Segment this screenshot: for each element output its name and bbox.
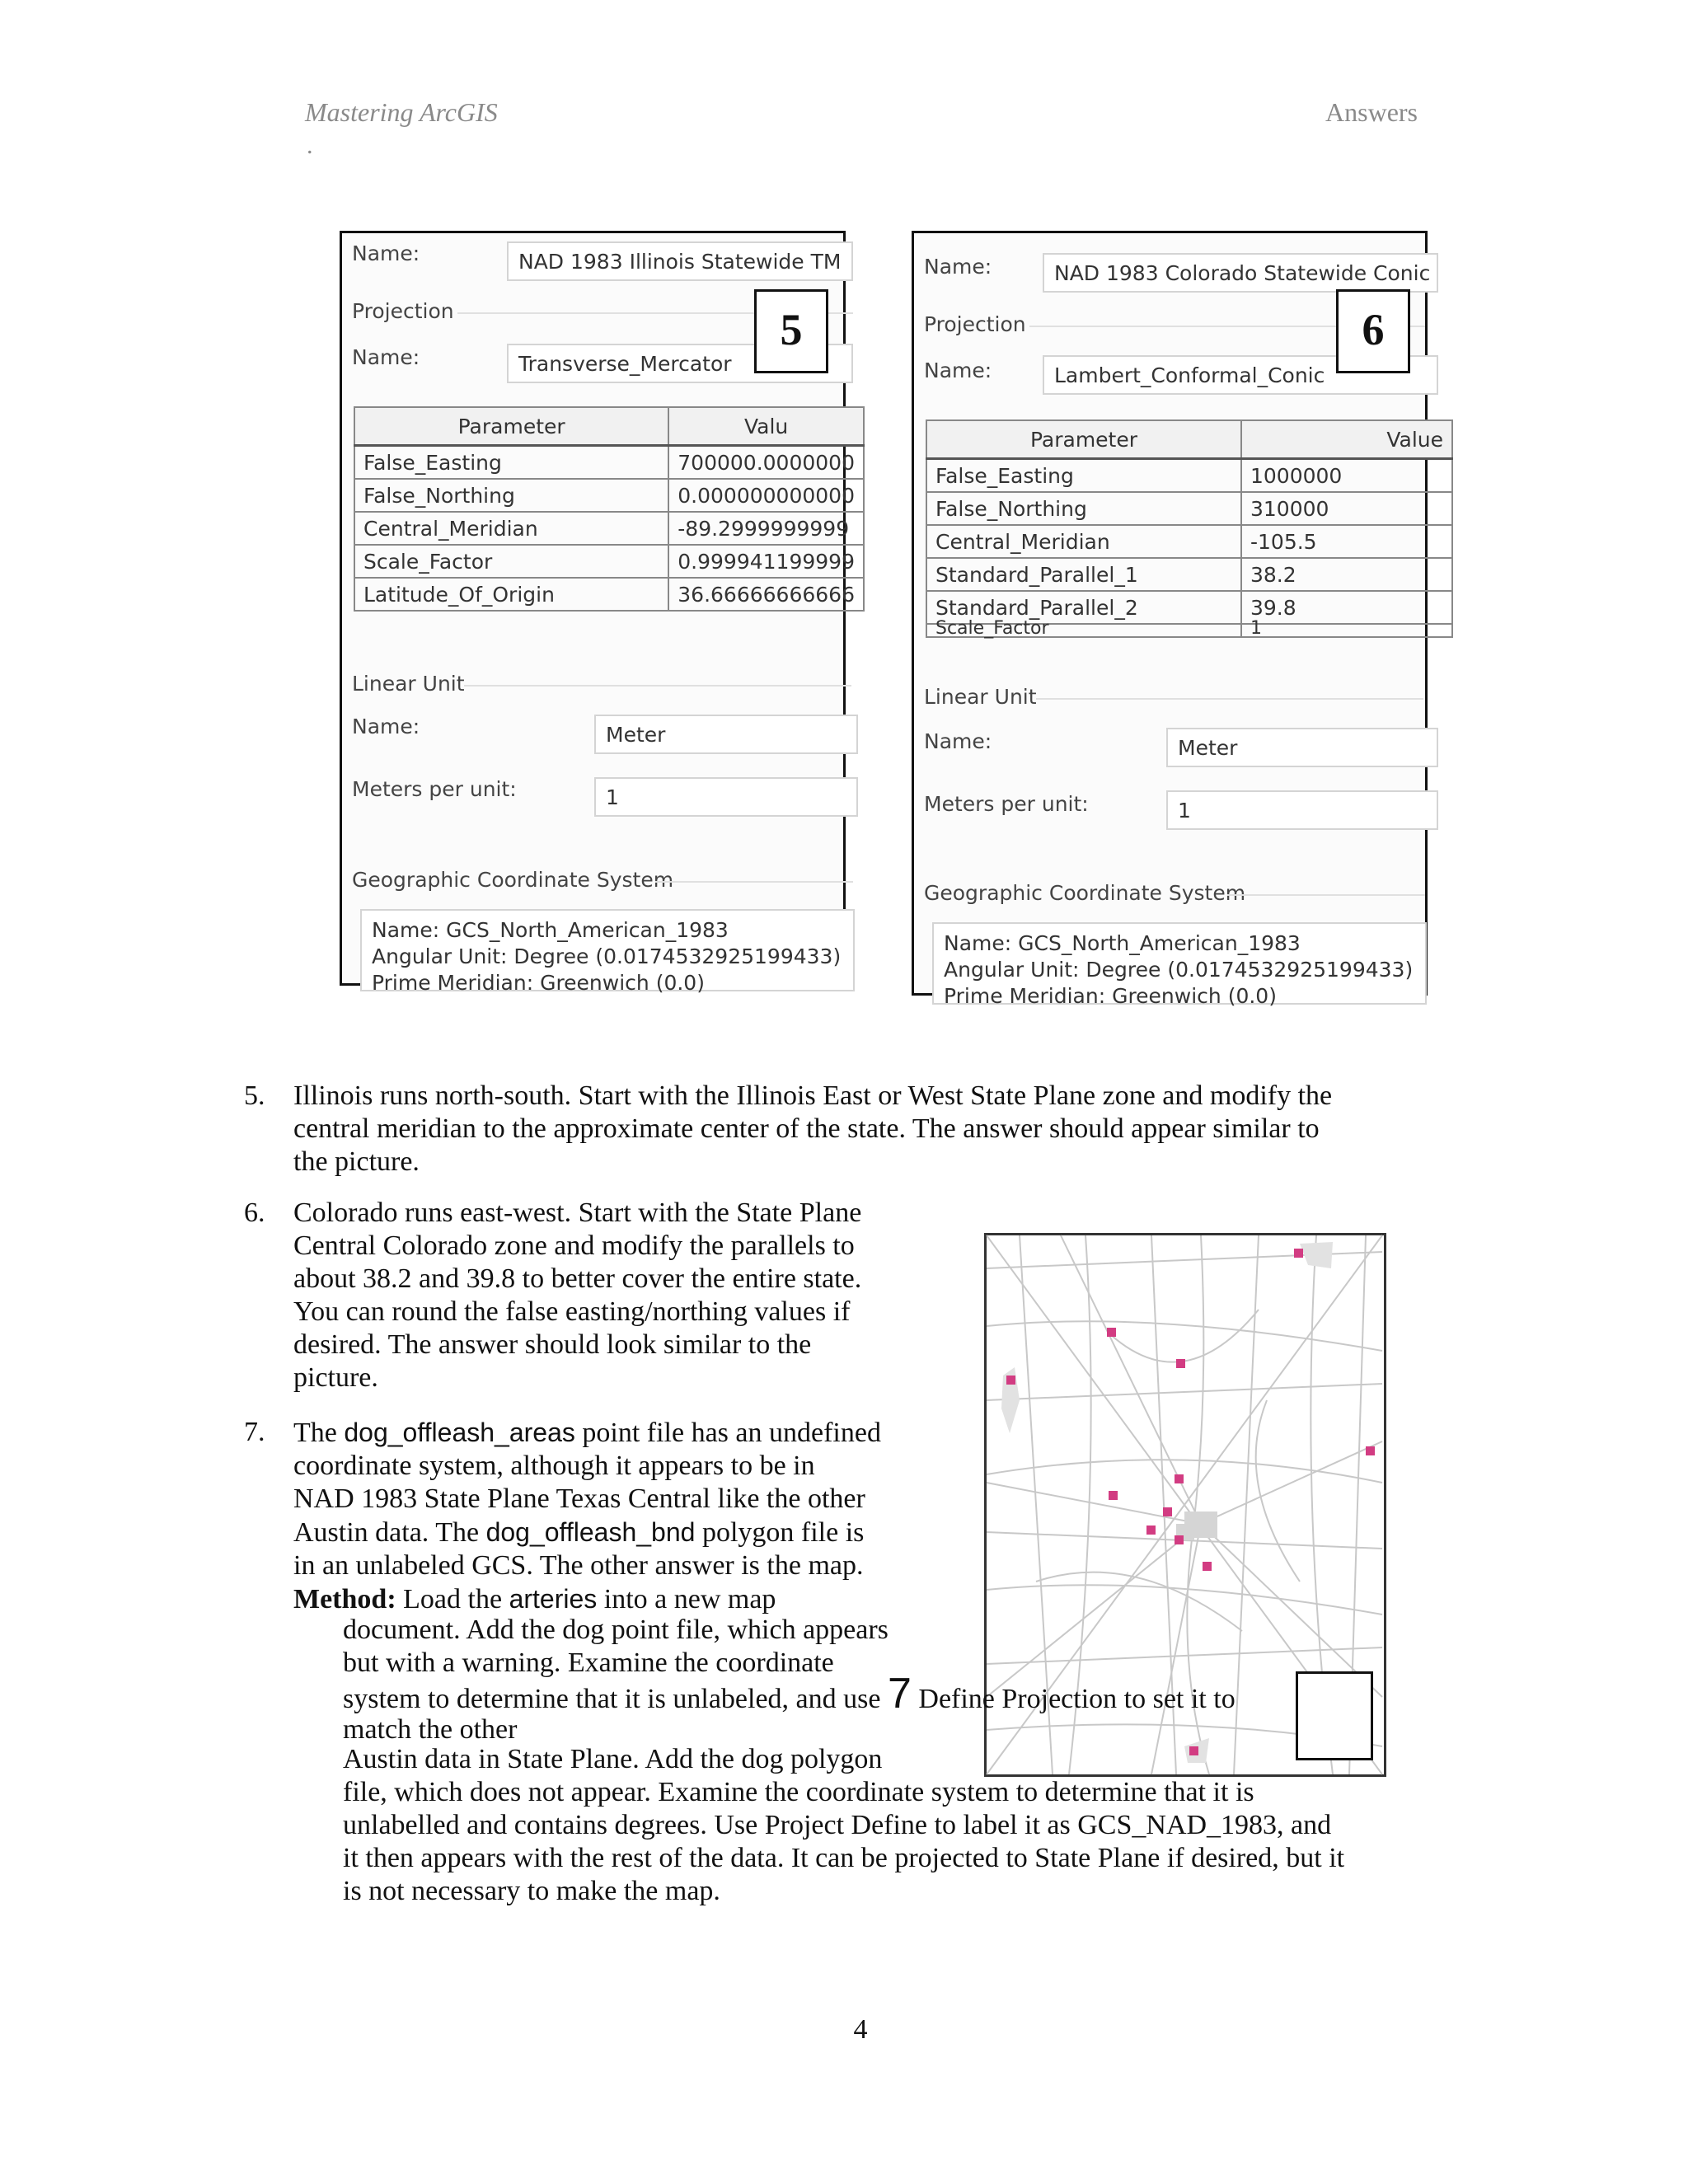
value-cell[interactable]: 0.999941199999 bbox=[668, 545, 864, 578]
gcs-line: Name: GCS_North_American_1983 bbox=[372, 918, 729, 942]
param-cell: Scale_Factor bbox=[926, 624, 1241, 637]
text-line: in an unlabeled GCS. The other answer is the map. bbox=[293, 1550, 864, 1581]
offleash-marker bbox=[1163, 1507, 1172, 1516]
offleash-marker bbox=[1176, 1359, 1185, 1368]
gcs-line: Prime Meridian: Greenwich (0.0) bbox=[944, 984, 1277, 1008]
param-cell: Central_Meridian bbox=[926, 525, 1241, 558]
name-label: Name: bbox=[352, 241, 420, 265]
value-cell[interactable]: 0.000000000000 bbox=[668, 479, 864, 512]
text-line: NAD 1983 State Plane Texas Central like the other bbox=[293, 1483, 865, 1514]
meters-per-unit-field[interactable]: 1 bbox=[1166, 790, 1438, 830]
gcs-group-label: Geographic Coordinate System bbox=[924, 881, 1246, 905]
text-line: it then appears with the rest of the data. It can be projected to State Plane if desired, but it bbox=[343, 1843, 1345, 1873]
text-line bbox=[293, 1582, 986, 1616]
table-row[interactable] bbox=[354, 446, 864, 480]
linear-unit-name-field[interactable]: Meter bbox=[1166, 728, 1438, 767]
offleash-marker bbox=[1107, 1328, 1116, 1337]
table-row[interactable] bbox=[354, 479, 864, 512]
text-line: unlabelled and contains degrees. Use Project Define to label it as GCS_NAD_1983, and bbox=[343, 1810, 1332, 1840]
value-header: Valu bbox=[668, 407, 864, 446]
parameter-table bbox=[926, 419, 1453, 638]
page-number: 4 bbox=[853, 2014, 868, 2045]
group-divider bbox=[655, 881, 853, 883]
projection-dialog-illinois bbox=[340, 231, 855, 995]
projection-group-label: Projection bbox=[924, 312, 1026, 336]
group-divider bbox=[1227, 894, 1425, 896]
value-cell[interactable]: 700000.0000000 bbox=[668, 446, 864, 480]
projection-name-label: Name: bbox=[924, 359, 992, 382]
param-header: Parameter bbox=[926, 420, 1241, 459]
header-title: Mastering ArcGIS bbox=[305, 97, 498, 127]
param-cell: Latitude_Of_Origin bbox=[354, 578, 668, 611]
text-line: Central Colorado zone and modify the parallels to bbox=[293, 1230, 855, 1261]
text-line: Austin data in State Plane. Add the dog polygon bbox=[343, 1744, 883, 1774]
param-cell: False_Easting bbox=[926, 459, 1241, 493]
projection-dialog-colorado bbox=[912, 231, 1443, 1008]
value-cell[interactable]: 1 bbox=[1241, 624, 1452, 637]
header-dot: . bbox=[307, 132, 313, 159]
answer-5-text bbox=[293, 1080, 1447, 1179]
gcs-line: Angular Unit: Degree (0.0174532925199433) bbox=[944, 958, 1414, 982]
linear-unit-name-field[interactable]: Meter bbox=[594, 715, 858, 754]
value-cell[interactable]: 310000 bbox=[1241, 492, 1452, 525]
offleash-marker bbox=[1146, 1526, 1156, 1535]
table-row[interactable] bbox=[926, 459, 1452, 493]
projection-name-field[interactable]: Lambert_Conformal_Conic bbox=[1043, 355, 1438, 395]
answer-6-text bbox=[293, 1197, 986, 1394]
param-cell: False_Northing bbox=[354, 479, 668, 512]
offleash-marker bbox=[1109, 1491, 1118, 1500]
gcs-details-box bbox=[932, 922, 1427, 1008]
figure-number-inline: 7 bbox=[887, 1670, 912, 1718]
value-cell[interactable]: 36.66666666666 bbox=[668, 578, 864, 611]
value-cell[interactable]: 39.8 bbox=[1241, 591, 1452, 624]
linear-unit-group-label: Linear Unit bbox=[924, 685, 1037, 709]
value-header: Value bbox=[1241, 420, 1452, 459]
gcs-line: Name: GCS_North_American_1983 bbox=[944, 931, 1301, 955]
text-line: match the other bbox=[343, 1714, 518, 1745]
offleash-marker bbox=[1175, 1535, 1184, 1544]
text-line: Illinois runs north-south. Start with the Illinois East or West State Plane zone and modify the bbox=[293, 1080, 1333, 1111]
name-field[interactable]: NAD 1983 Colorado Statewide Conic bbox=[1043, 253, 1438, 293]
answer-7-number: 7. bbox=[244, 1417, 265, 1447]
table-row[interactable] bbox=[354, 512, 864, 545]
offleash-marker bbox=[1366, 1446, 1375, 1455]
param-cell: False_Northing bbox=[926, 492, 1241, 525]
text-line bbox=[293, 1416, 986, 1450]
answer-5-number: 5. bbox=[244, 1080, 265, 1111]
text-line: picture. bbox=[293, 1362, 378, 1393]
text-line: desired. The answer should look similar to the bbox=[293, 1329, 812, 1360]
parameter-table bbox=[354, 406, 865, 612]
gcs-line: Angular Unit: Degree (0.0174532925199433) bbox=[372, 944, 842, 968]
answer-7-text bbox=[293, 1416, 986, 1616]
text-line bbox=[343, 1670, 1464, 1718]
method-label: Method: bbox=[293, 1584, 396, 1615]
file-name: arteries bbox=[509, 1584, 598, 1614]
figure-number-box: 6 bbox=[1336, 289, 1410, 373]
text-line: but with a warning. Examine the coordinate bbox=[343, 1647, 834, 1678]
table-row[interactable] bbox=[354, 545, 864, 578]
value-cell[interactable]: 38.2 bbox=[1241, 558, 1452, 591]
param-header: Parameter bbox=[354, 407, 668, 446]
text-fragment: The bbox=[293, 1418, 345, 1448]
table-row[interactable] bbox=[926, 558, 1452, 591]
method-text bbox=[343, 1614, 1464, 1908]
file-name: dog_offleash_bnd bbox=[485, 1517, 696, 1547]
text-fragment: into a new map bbox=[597, 1584, 776, 1615]
value-cell[interactable]: 1000000 bbox=[1241, 459, 1452, 493]
meters-per-unit-label: Meters per unit: bbox=[352, 777, 517, 801]
name-field[interactable]: NAD 1983 Illinois Statewide TM bbox=[507, 241, 853, 281]
text-fragment: Austin data. The bbox=[293, 1517, 486, 1548]
projection-name-field[interactable]: Transverse_Mercator bbox=[507, 344, 853, 383]
answer-6-number: 6. bbox=[244, 1197, 265, 1228]
value-cell[interactable]: -105.5 bbox=[1241, 525, 1452, 558]
text-line: the picture. bbox=[293, 1146, 420, 1177]
gcs-details-box bbox=[360, 909, 855, 995]
header-section: Answers bbox=[1325, 97, 1418, 127]
text-fragment: polygon file is bbox=[695, 1517, 865, 1548]
offleash-marker bbox=[1175, 1474, 1184, 1483]
param-cell: Standard_Parallel_1 bbox=[926, 558, 1241, 591]
text-fragment: Define Projection to set it to bbox=[911, 1684, 1236, 1714]
param-cell: False_Easting bbox=[354, 446, 668, 480]
text-line: file, which does not appear. Examine the coordinate system to determine that it is bbox=[343, 1777, 1254, 1807]
value-cell[interactable]: -89.2999999999 bbox=[668, 512, 864, 545]
table-row[interactable] bbox=[354, 578, 864, 611]
table-row[interactable] bbox=[926, 624, 1452, 637]
meters-per-unit-label: Meters per unit: bbox=[924, 792, 1089, 816]
linear-unit-group-label: Linear Unit bbox=[352, 672, 465, 696]
projection-group-label: Projection bbox=[352, 299, 454, 323]
text-line: Colorado runs east-west. Start with the State Plane bbox=[293, 1197, 862, 1228]
text-fragment: Load the bbox=[396, 1584, 509, 1615]
meters-per-unit-field[interactable]: 1 bbox=[594, 777, 858, 817]
linear-unit-name-label: Name: bbox=[352, 715, 420, 738]
projection-name-label: Name: bbox=[352, 345, 420, 369]
text-line: about 38.2 and 39.8 to better cover the entire state. bbox=[293, 1263, 862, 1294]
param-cell: Central_Meridian bbox=[354, 512, 668, 545]
text-fragment: system to determine that it is unlabeled, and use bbox=[343, 1684, 888, 1714]
gcs-group-label: Geographic Coordinate System bbox=[352, 868, 674, 892]
name-label: Name: bbox=[924, 255, 992, 279]
text-line: document. Add the dog point file, which appears bbox=[343, 1615, 889, 1645]
param-cell: Standard_Parallel_2 bbox=[926, 591, 1241, 624]
table-row[interactable] bbox=[926, 492, 1452, 525]
offleash-marker bbox=[1203, 1562, 1212, 1571]
gcs-line: Prime Meridian: Greenwich (0.0) bbox=[372, 971, 705, 995]
param-cell: Scale_Factor bbox=[354, 545, 668, 578]
offleash-marker bbox=[1006, 1376, 1015, 1385]
linear-unit-name-label: Name: bbox=[924, 729, 992, 753]
text-fragment: point file has an undefined bbox=[574, 1418, 881, 1448]
file-name: dog_offleash_areas bbox=[344, 1418, 575, 1447]
table-row[interactable] bbox=[926, 525, 1452, 558]
text-line: is not necessary to make the map. bbox=[343, 1876, 720, 1906]
offleash-marker bbox=[1294, 1249, 1303, 1258]
group-divider bbox=[1036, 698, 1423, 700]
park-area bbox=[1300, 1242, 1333, 1268]
figure-number-box: 5 bbox=[754, 289, 828, 373]
text-line bbox=[293, 1516, 986, 1549]
text-line: central meridian to the approximate center of the state. The answer should appear similar to bbox=[293, 1113, 1320, 1144]
text-line: You can round the false easting/northing values if bbox=[293, 1296, 851, 1327]
text-line: coordinate system, although it appears to be in bbox=[293, 1451, 815, 1481]
group-divider bbox=[464, 685, 851, 687]
